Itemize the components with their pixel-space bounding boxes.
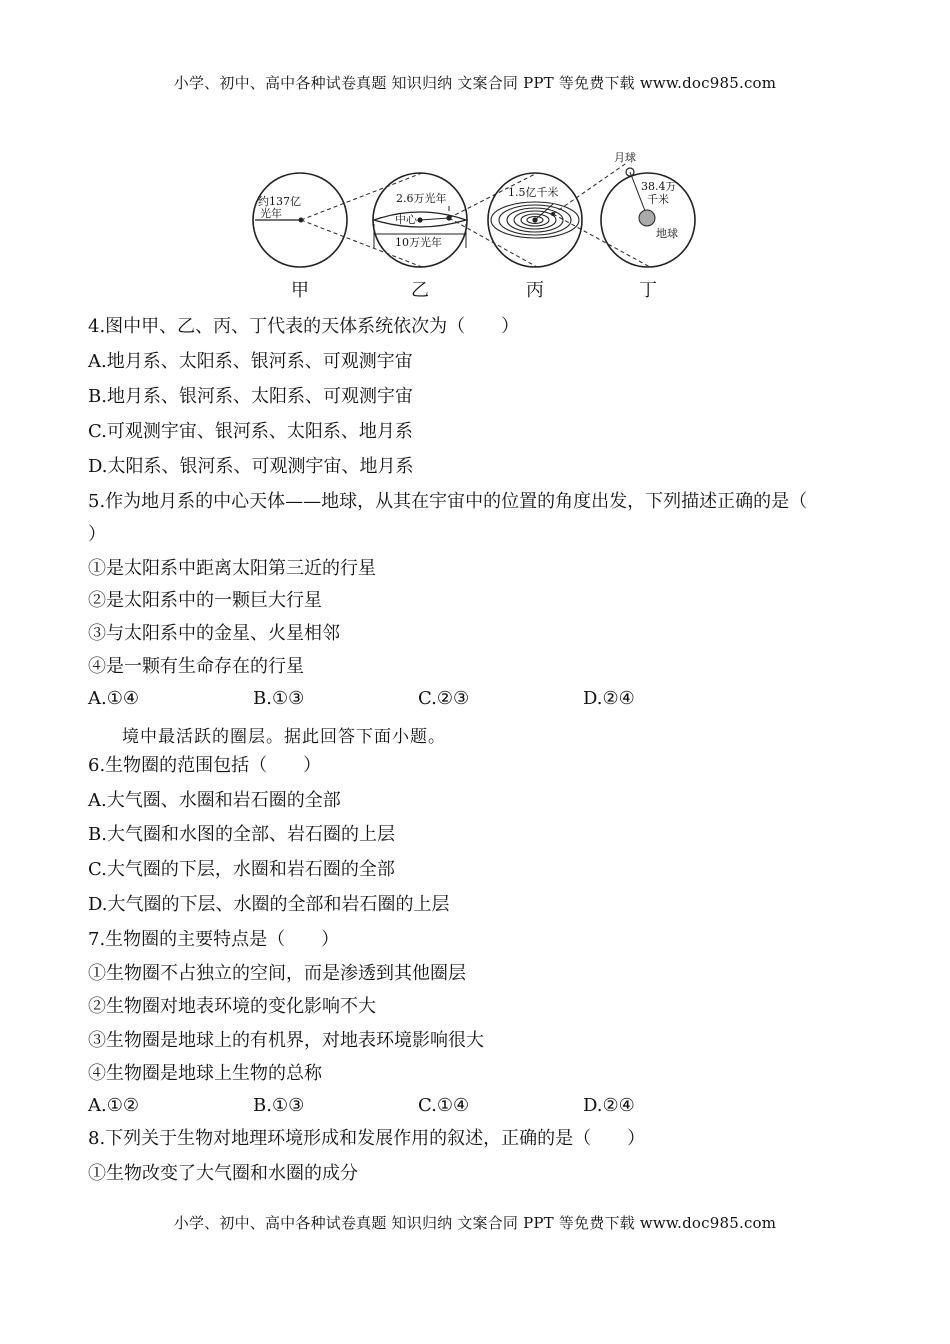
question-5-statement-3: ③与太阳系中的金星、火星相邻 [88, 623, 340, 644]
page-footer: 小学、初中、高中各种试卷真题 知识归纳 文案合同 PPT 等免费下载 www.doc985.com [173, 1214, 777, 1232]
question-4-option-a: A.地月系、太阳系、银河系、可观测宇宙 [88, 351, 413, 372]
question-7-option-b: B.①③ [253, 1095, 305, 1116]
question-5-option-d: D.②④ [583, 688, 635, 709]
question-5-statement-4: ④是一颗有生命存在的行星 [88, 656, 304, 677]
question-6-option-a: A.大气圈、水圈和岩石圈的全部 [88, 790, 341, 811]
question-7-statement-1: ①生物圈不占独立的空间，而是渗透到其他圈层 [88, 963, 466, 984]
question-5-option-b: B.①③ [253, 688, 305, 709]
label-bing: 丙 [526, 280, 544, 301]
question-4-option-b: B.地月系、银河系、太阳系、可观测宇宙 [88, 386, 413, 407]
question-6-option-d: D.大气圈的下层、水圈的全部和岩石圈的上层 [88, 894, 450, 915]
question-5-continuation: ） [88, 524, 106, 545]
yi-diameter-label: 10万光年 [395, 236, 442, 249]
question-7-option-c: C.①④ [418, 1095, 470, 1116]
passage-fragment: 境中最活跃的圈层。据此回答下面小题。 [122, 727, 446, 747]
yi-radius-label: 2.6万光年 [396, 192, 447, 205]
question-7-statement-2: ②生物圈对地表环境的变化影响不大 [88, 996, 376, 1017]
label-yi: 乙 [411, 280, 429, 301]
question-7-option-d: D.②④ [583, 1095, 635, 1116]
question-7: 7.生物圈的主要特点是（ ） [88, 929, 340, 950]
question-5-option-a: A.①④ [88, 688, 139, 709]
question-7-statement-4: ④生物圈是地球上生物的总称 [88, 1063, 322, 1084]
ding-moon-label: 月球 [614, 151, 636, 164]
question-4-option-d: D.太阳系、银河系、可观测宇宙、地月系 [88, 456, 414, 477]
label-jia: 甲 [291, 280, 309, 301]
bing-distance-label: 1.5亿千米 [508, 186, 559, 199]
label-ding: 丁 [639, 280, 657, 301]
question-5-option-c: C.②③ [418, 688, 470, 709]
question-7-statement-3: ③生物圈是地球上的有机界，对地表环境影响很大 [88, 1030, 484, 1051]
ding-distance-line2: 千米 [647, 193, 669, 206]
ding-distance-line1: 38.4万 [641, 180, 677, 193]
celestial-systems-figure [250, 148, 700, 308]
question-5-statement-2: ②是太阳系中的一颗巨大行星 [88, 590, 322, 611]
question-5-statement-1: ①是太阳系中距离太阳第三近的行星 [88, 558, 376, 579]
question-4: 4.图中甲、乙、丙、丁代表的天体系统依次为（ ） [88, 316, 520, 337]
question-8: 8.下列关于生物对地理环境形成和发展作用的叙述，正确的是（ ） [88, 1128, 646, 1149]
question-4-option-c: C.可观测宇宙、银河系、太阳系、地月系 [88, 421, 413, 442]
question-8-statement-1: ①生物改变了大气圈和水圈的成分 [88, 1163, 358, 1184]
ding-earth-label: 地球 [656, 227, 678, 240]
jia-distance-line1: 约137亿 [258, 195, 301, 208]
question-7-option-a: A.①② [88, 1095, 139, 1116]
question-6-option-b: B.大气圈和水图的全部、岩石圈的上层 [88, 824, 395, 845]
jia-distance-line2: 光年 [260, 207, 282, 220]
question-5-options [88, 688, 868, 710]
question-6: 6.生物圈的范围包括（ ） [88, 755, 322, 776]
yi-center-label: 中心 [395, 213, 417, 226]
question-5: 5.作为地月系的中心天体——地球，从其在宇宙中的位置的角度出发，下列描述正确的是（ [88, 491, 808, 512]
question-6-option-c: C.大气圈的下层，水圈和岩石圈的全部 [88, 859, 395, 880]
page-header: 小学、初中、高中各种试卷真题 知识归纳 文案合同 PPT 等免费下载 www.doc985.com [173, 74, 777, 92]
question-7-options [88, 1095, 868, 1117]
